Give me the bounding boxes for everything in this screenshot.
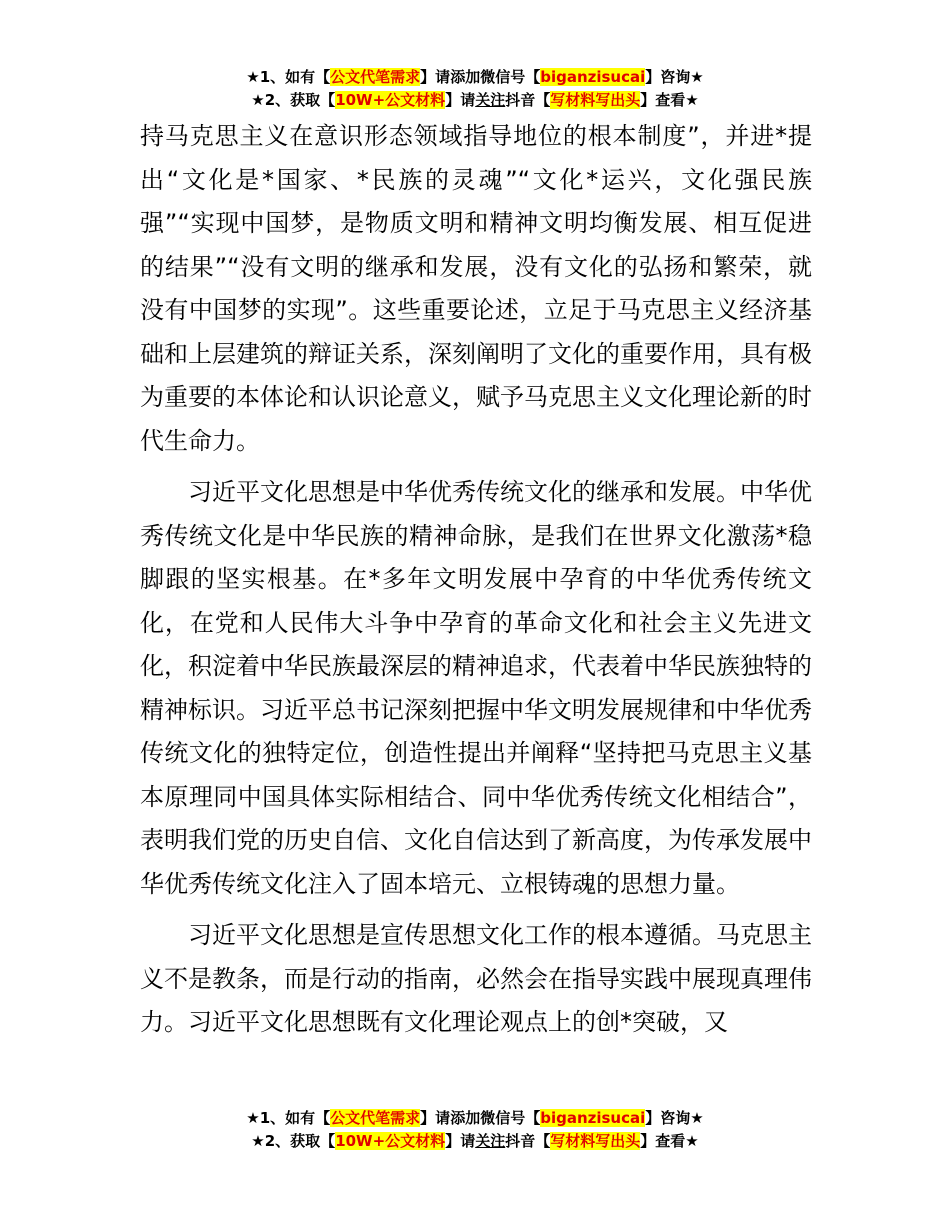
header-line1-middle: 】请: [420, 68, 451, 86]
footer-line1-highlight-service: 公文代笔需求: [330, 1109, 421, 1127]
header-line2-suffix: 】查看★: [640, 91, 699, 109]
header-line1-middle-2: 微信号【: [480, 68, 541, 86]
header-line1-prefix: ★1、如有【: [246, 68, 331, 86]
footer-line1-emphasis: 添加: [450, 1109, 481, 1127]
footer-banner-line-1: [0, 1107, 950, 1130]
header-line1-highlight-service: 公文代笔需求: [330, 68, 421, 86]
header-line2-highlight-materials: 10W+公文材料: [335, 91, 446, 109]
footer-line2-suffix: 】查看★: [640, 1132, 699, 1150]
header-line1-suffix: 】咨询★: [645, 68, 704, 86]
footer-line1-middle: 】请: [420, 1109, 451, 1127]
header-line2-middle-2: 抖音【: [505, 91, 551, 109]
footer-line2-middle-2: 抖音【: [505, 1132, 551, 1150]
header-line1-highlight-wechat-id: biganzisucai: [540, 68, 646, 86]
header-line2-middle: 】请: [445, 91, 476, 109]
footer-line2-highlight-materials: 10W+公文材料: [335, 1132, 446, 1150]
footer-line1-prefix: ★1、如有【: [246, 1109, 331, 1127]
footer-banner: [0, 1107, 950, 1153]
footer-line1-middle-2: 微信号【: [480, 1109, 541, 1127]
paragraph-1: 持马克思主义在意识形态领域指导地位的根本制度”，并进*提出“文化是*国家、*民族的灵魂”“文化*运兴，文化强民族强”“实现中国梦，是物质文明和精神文明均衡发展、相互促进的结果”“没有文明的继承和发展，没有文化的弘扬和繁荣，就没有中国梦的实现”。这些重要论述，立足于马克思主义经济基础和上层建筑的辩证关系，深刻阐明了文化的重要作用，具有极为重要的本体论和认识论意义，赋予马克思主义文化理论新的时代生命力。: [140, 122, 812, 455]
footer-line2-emphasis: 关注: [475, 1132, 506, 1150]
footer-banner-line-2: [0, 1130, 950, 1153]
paragraph-2: 习近平文化思想是中华优秀传统文化的继承和发展。中华优秀传统文化是中华民族的精神命脉，是我们在世界文化激荡*稳脚跟的坚实根基。在*多年文明发展中孕育的中华优秀传统文化，在党和人民伟大斗争中孕育的革命文化和社会主义先进文化，积淀着中华民族最深层的精神追求，代表着中华民族独特的精神标识。习近平总书记深刻把握中华文明发展规律和中华优秀传统文化的独特定位，创造性提出并阐释“坚持把马克思主义基本原理同中国具体实际相结合、同中华优秀传统文化相结合”，表明我们党的历史自信、文化自信达到了新高度，为传承发展中华优秀传统文化注入了固本培元、立根铸魂的思想力量。: [140, 478, 812, 898]
footer-line2-middle: 】请: [445, 1132, 476, 1150]
header-line2-emphasis: 关注: [475, 91, 506, 109]
header-banner-line-2: [0, 89, 950, 112]
footer-line2-highlight-account: 写材料写出头: [550, 1132, 641, 1150]
document-body: [140, 115, 812, 1053]
footer-line1-suffix: 】咨询★: [645, 1109, 704, 1127]
header-line2-prefix: ★2、获取【: [251, 91, 336, 109]
header-banner-line-1: [0, 66, 950, 89]
footer-line1-highlight-wechat-id: biganzisucai: [540, 1109, 646, 1127]
footer-line2-prefix: ★2、获取【: [251, 1132, 336, 1150]
header-line1-emphasis: 添加: [450, 68, 481, 86]
paragraph-3: 习近平文化思想是宣传思想文化工作的根本遵循。马克思主义不是教条，而是行动的指南，必然会在指导实践中展现真理伟力。习近平文化思想既有文化理论观点上的创*突破，又: [140, 921, 812, 1036]
header-banner: [0, 66, 950, 112]
header-line2-highlight-account: 写材料写出头: [550, 91, 641, 109]
